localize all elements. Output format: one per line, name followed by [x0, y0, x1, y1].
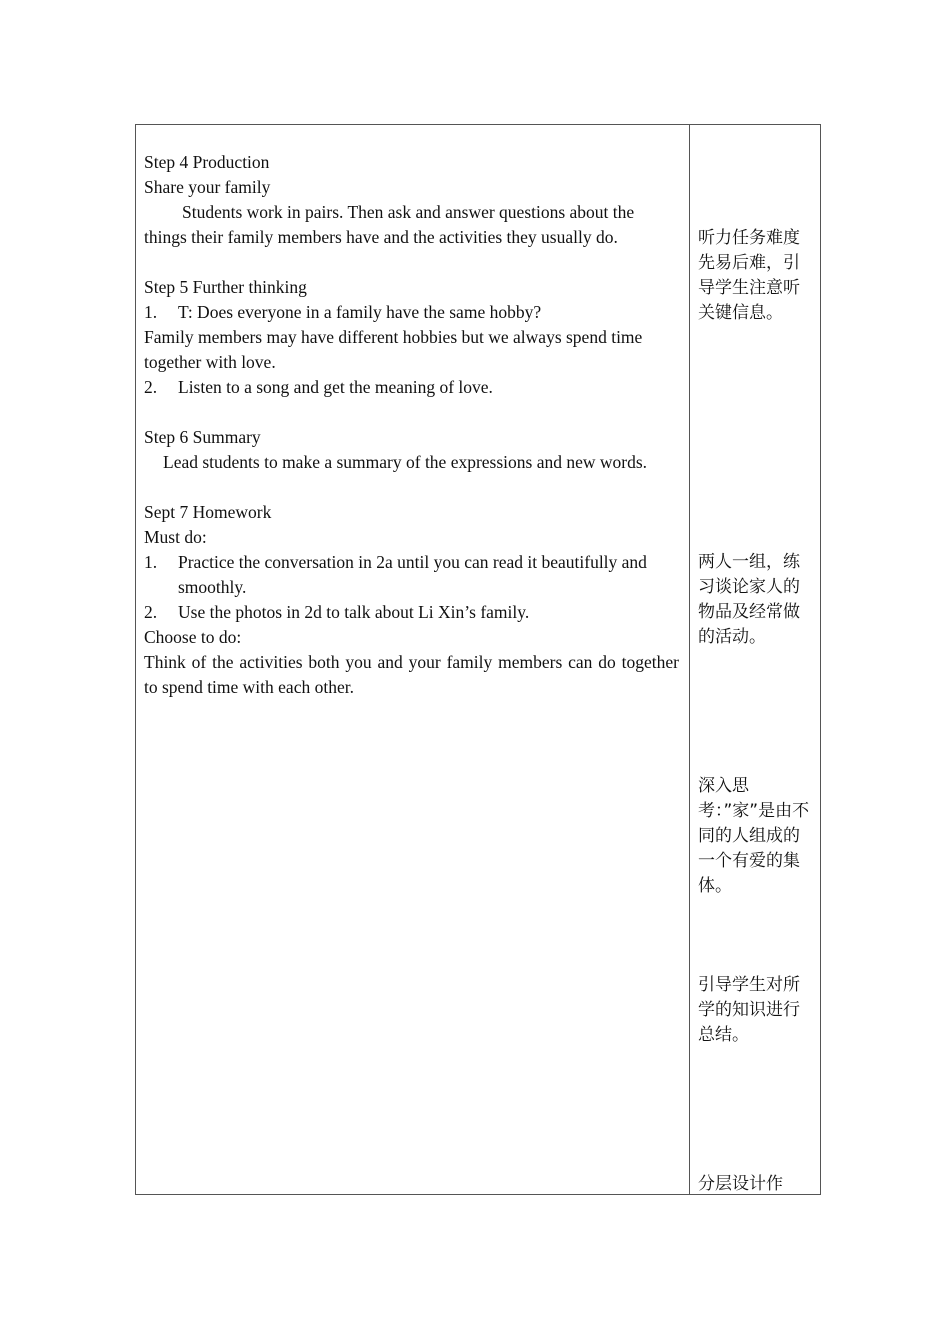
column-divider	[689, 125, 690, 1194]
lesson-table	[135, 124, 821, 1195]
step5-item-1	[144, 300, 679, 325]
design-note-4: 引导学生对所学的知识进行总结。	[698, 975, 800, 1045]
must-do-label: Must do:	[144, 527, 207, 547]
step6-body: Lead students to make a summary of the expressions and new words.	[163, 452, 648, 472]
item-number: 2.	[144, 602, 158, 622]
procedure-column	[144, 150, 679, 700]
item-text: Use the photos in 2d to talk about Li Xin’s family.	[178, 602, 530, 622]
choose-to-do-label: Choose to do:	[144, 627, 242, 647]
design-note-1: 听力任务难度先易后难，引导学生注意听关键信息。	[698, 228, 800, 323]
item-text: Listen to a song and get the meaning of love.	[178, 377, 493, 397]
item-number: 2.	[144, 377, 158, 397]
step7-title: Sept 7 Homework	[144, 502, 272, 522]
design-intent-column	[698, 125, 816, 1194]
step4-title: Step 4 Production	[144, 152, 270, 172]
design-note-3: 深入思考：”家”是由不同的人组成的一个有爱的集体。	[698, 776, 810, 896]
step4-body: Students work in pairs. Then ask and answer questions about the things their family members have and the activities they usually do.	[144, 202, 635, 247]
step5-item-2	[144, 375, 679, 400]
step5-note: Family members may have different hobbies but we always spend time together with love.	[144, 327, 643, 372]
item-text: Practice the conversation in 2a until you can read it beautifully and smoothly.	[178, 552, 647, 597]
step5-title: Step 5 Further thinking	[144, 277, 307, 297]
design-note-5: 分层设计作	[698, 1174, 783, 1194]
homework-item-2	[144, 600, 679, 625]
item-text: T: Does everyone in a family have the same hobby?	[178, 302, 542, 322]
step4-subtitle: Share your family	[144, 177, 271, 197]
item-number: 1.	[144, 302, 158, 322]
item-number: 1.	[144, 552, 158, 572]
choose-body: Think of the activities both you and your family members can do together to spend time with each other.	[144, 652, 679, 697]
design-note-2: 两人一组，练习谈论家人的物品及经常做的活动。	[698, 552, 800, 647]
step6-title: Step 6 Summary	[144, 427, 261, 447]
homework-item-1	[144, 550, 679, 600]
